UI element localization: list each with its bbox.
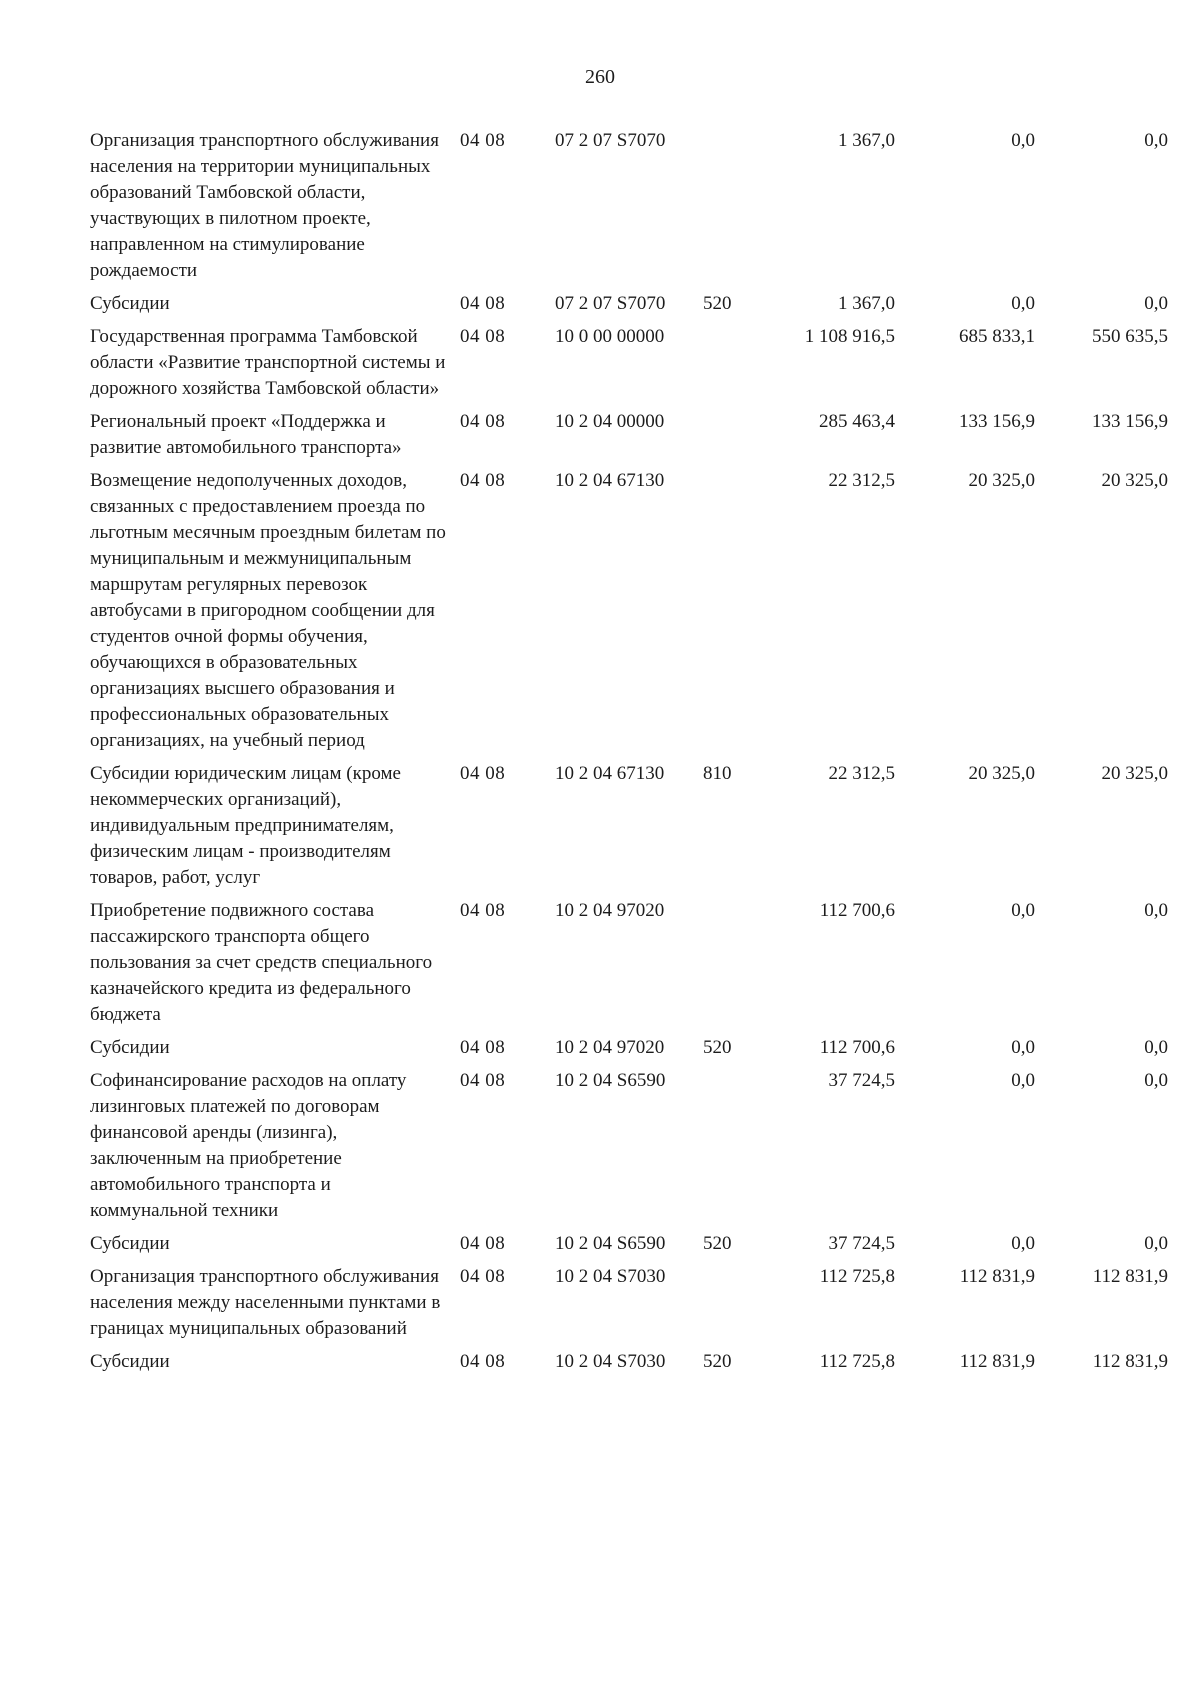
amount-year-3: 133 156,9 <box>1092 411 1168 432</box>
amount-year-3: 0,0 <box>1144 900 1168 921</box>
amount-year-1: 1 108 916,5 <box>804 326 895 347</box>
expense-type <box>703 898 765 1035</box>
target-code: 10 2 04 S7030 <box>555 1351 666 1372</box>
amount-year-1: 112 725,8 <box>819 1266 895 1287</box>
amount-year-1: 1 367,0 <box>838 130 895 151</box>
amount-year-1: 112 700,6 <box>819 1037 895 1058</box>
section-code: 04 08 <box>460 411 506 432</box>
table-row <box>90 761 1168 898</box>
target-code: 10 0 00 00000 <box>555 326 665 347</box>
target-code: 07 2 07 S7070 <box>555 130 666 151</box>
section-code: 04 08 <box>460 763 506 784</box>
row-name: Организация транспортного обслуживания населения на территории муниципальных образований Тамбовской области, участвующих в пилотном проекте, направленном на стимулирование рождаемости <box>90 130 439 281</box>
table-row <box>90 468 1168 761</box>
amount-year-3: 20 325,0 <box>1101 763 1168 784</box>
amount-year-2: 112 831,9 <box>959 1266 1035 1287</box>
target-code: 10 2 04 67130 <box>555 470 665 491</box>
page-number: 260 <box>585 66 615 88</box>
expense-type: 810 <box>703 763 732 784</box>
expense-type <box>703 409 765 468</box>
table-row <box>90 128 1168 291</box>
amount-year-1: 22 312,5 <box>828 470 895 491</box>
section-code: 04 08 <box>460 900 506 921</box>
amount-year-2: 0,0 <box>1011 130 1035 151</box>
expense-type: 520 <box>703 1037 732 1058</box>
target-code: 10 2 04 S6590 <box>555 1233 666 1254</box>
row-name: Организация транспортного обслуживания населения между населенными пунктами в границах муниципальных образований <box>90 1266 441 1339</box>
row-name: Приобретение подвижного состава пассажирского транспорта общего пользования за счет средств специального казначейского кредита из федерального бюджета <box>90 900 433 1025</box>
table-row <box>90 1068 1168 1231</box>
section-code: 04 08 <box>460 1266 506 1287</box>
target-code: 10 2 04 S6590 <box>555 1070 666 1091</box>
amount-year-1: 1 367,0 <box>838 293 895 314</box>
expense-type: 520 <box>703 1233 732 1254</box>
amount-year-3: 112 831,9 <box>1092 1266 1168 1287</box>
row-name: Региональный проект «Поддержка и развитие автомобильного транспорта» <box>90 411 402 458</box>
table-row <box>90 1349 1168 1382</box>
target-code: 10 2 04 97020 <box>555 900 665 921</box>
section-code: 04 08 <box>460 470 506 491</box>
amount-year-2: 112 831,9 <box>959 1351 1035 1372</box>
amount-year-2: 0,0 <box>1011 293 1035 314</box>
row-name: Субсидии <box>90 1037 170 1058</box>
amount-year-2: 20 325,0 <box>968 470 1035 491</box>
expense-type <box>703 324 765 409</box>
amount-year-3: 0,0 <box>1144 293 1168 314</box>
amount-year-2: 133 156,9 <box>959 411 1035 432</box>
section-code: 04 08 <box>460 1233 506 1254</box>
amount-year-3: 112 831,9 <box>1092 1351 1168 1372</box>
amount-year-2: 20 325,0 <box>968 763 1035 784</box>
row-name: Государственная программа Тамбовской области «Развитие транспортной системы и дорожного хозяйства Тамбовской области» <box>90 326 446 399</box>
table-body <box>90 128 1168 1382</box>
target-code: 10 2 04 S7030 <box>555 1266 666 1287</box>
amount-year-3: 0,0 <box>1144 1233 1168 1254</box>
expense-type <box>703 468 765 761</box>
table-row <box>90 1035 1168 1068</box>
expense-type: 520 <box>703 1351 732 1372</box>
section-code: 04 08 <box>460 1351 506 1372</box>
row-name: Софинансирование расходов на оплату лизинговых платежей по договорам финансовой аренды (лизинга), заключенным на приобретение автомобильного транспорта и коммунальной техники <box>90 1070 407 1221</box>
row-name: Субсидии <box>90 1351 170 1372</box>
table-row <box>90 291 1168 324</box>
section-code: 04 08 <box>460 130 506 151</box>
row-name: Субсидии юридическим лицам (кроме некоммерческих организаций), индивидуальным предпринимателям, физическим лицам - производителям товаров, работ, услуг <box>90 763 401 888</box>
amount-year-2: 0,0 <box>1011 1233 1035 1254</box>
section-code: 04 08 <box>460 326 506 347</box>
target-code: 10 2 04 67130 <box>555 763 665 784</box>
target-code: 10 2 04 97020 <box>555 1037 665 1058</box>
expense-type: 520 <box>703 293 732 314</box>
amount-year-3: 20 325,0 <box>1101 470 1168 491</box>
section-code: 04 08 <box>460 1070 506 1091</box>
amount-year-1: 37 724,5 <box>828 1233 895 1254</box>
row-name: Субсидии <box>90 293 170 314</box>
amount-year-3: 550 635,5 <box>1092 326 1168 347</box>
amount-year-3: 0,0 <box>1144 1070 1168 1091</box>
amount-year-1: 285 463,4 <box>819 411 895 432</box>
amount-year-1: 22 312,5 <box>828 763 895 784</box>
amount-year-2: 0,0 <box>1011 1070 1035 1091</box>
expense-type <box>703 1068 765 1231</box>
target-code: 10 2 04 00000 <box>555 411 665 432</box>
expense-type <box>703 128 765 291</box>
amount-year-1: 112 725,8 <box>819 1351 895 1372</box>
budget-table <box>90 128 1168 1382</box>
table-row <box>90 409 1168 468</box>
amount-year-3: 0,0 <box>1144 130 1168 151</box>
amount-year-2: 685 833,1 <box>959 326 1035 347</box>
target-code: 07 2 07 S7070 <box>555 293 666 314</box>
table-row <box>90 1231 1168 1264</box>
table-row <box>90 324 1168 409</box>
amount-year-1: 37 724,5 <box>828 1070 895 1091</box>
amount-year-3: 0,0 <box>1144 1037 1168 1058</box>
amount-year-2: 0,0 <box>1011 1037 1035 1058</box>
table-row <box>90 898 1168 1035</box>
section-code: 04 08 <box>460 293 506 314</box>
section-code: 04 08 <box>460 1037 506 1058</box>
amount-year-1: 112 700,6 <box>819 900 895 921</box>
expense-type <box>703 1264 765 1349</box>
row-name: Субсидии <box>90 1233 170 1254</box>
table-row <box>90 1264 1168 1349</box>
row-name: Возмещение недополученных доходов, связанных с предоставлением проезда по льготным месячным проездным билетам по муниципальным и межмуниципальным маршрутам регулярных перевозок автобусами в пригородном сообщении для студентов очной формы обучения, обучающихся в образовательных организациях высшего образования и профессиональных образовательных организациях, на учебный период <box>90 470 446 751</box>
amount-year-2: 0,0 <box>1011 900 1035 921</box>
